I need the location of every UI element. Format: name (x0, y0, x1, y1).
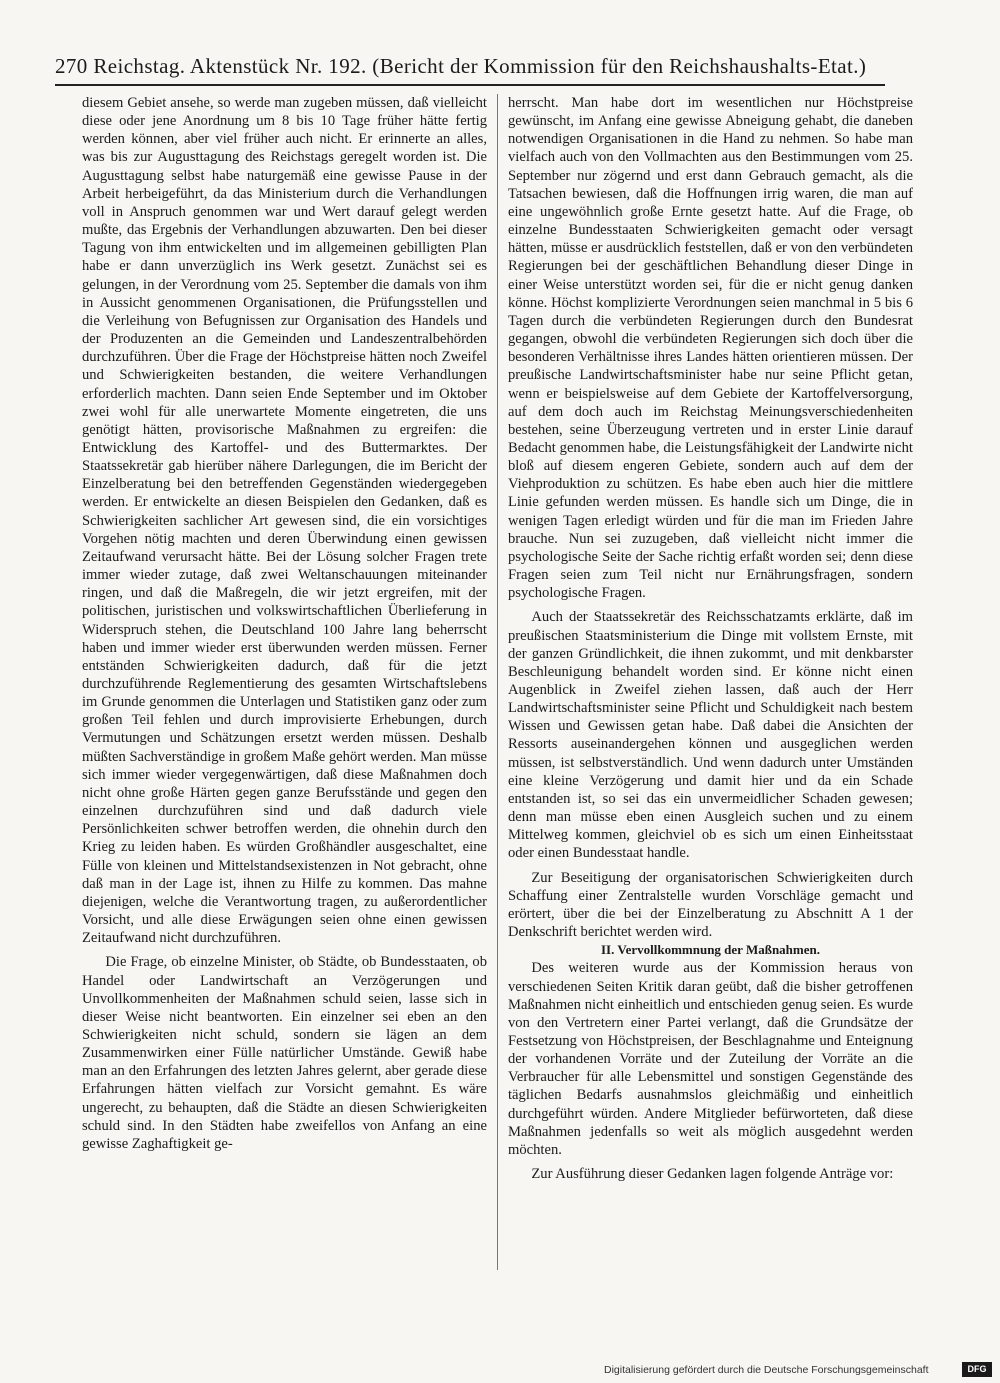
column-divider (497, 94, 498, 1270)
left-paragraph-2: Die Frage, ob einzelne Minister, ob Städte, ob Bundesstaaten, ob Handel oder Landwirtschaft an Verzögerungen und Unvollkommenheiten der Maßnahmen schuld seien, lasse sich in dieser Weise nicht beantworten. Ein einzelner sei eben an den Schwierigkeiten nicht schuld, sondern sie lägen an dem Zusammenwirken einer Fülle natürlicher Umstände. Gewiß habe man an den Erfahrungen des letzten Jahres gelernt, aber gerade diese Erfahrungen hätten vielfach zur Vorsicht gemahnt. Es wäre ungerecht, zu behaupten, daß die Städte an diesen Schwierigkeiten schuld sind. In den Städten habe zweifellos von Anfang an eine gewisse Zaghaftigkeit ge- (82, 954, 487, 1152)
left-column (82, 94, 487, 1153)
right-paragraph-3: Zur Beseitigung der organisatorischen Schwierigkeiten durch Schaffung einer Zentralstelle wurden Vorschläge gemacht und erörtert, über die bei der Einzelberatung zu Abschnitt A 1 der Denkschrift berichtet werden wird. (508, 869, 913, 941)
header-rule (55, 84, 885, 86)
footer-funding-note: Digitalisierung gefördert durch die Deutsche Forschungsgemeinschaft (604, 1364, 929, 1376)
dfg-logo: DFG (962, 1362, 992, 1377)
right-paragraph-1: herrscht. Man habe dort im wesentlichen nur Höchstpreise gewünscht, im Anfang eine gewisse Abneigung gehabt, die daneben notwendigen Organisationen in die Hand zu nehmen. So habe man vielfach auch von den Vollmachten aus den Bestimmungen vom 25. September nur zögernd und erst dann Gebrauch gemacht, als die Tatsachen bewiesen, daß die Hoffnungen irrig waren, die man auf eine ungewöhnlich große Ernte gesetzt hatte. Auf die Frage, ob einzelne Bundesstaaten Schwierigkeiten gemacht oder versagt hätten, müsse er ausdrücklich feststellen, daß er von den verbündeten Regierungen bei der geschäftlichen Behandlung dieser Dinge in einer Weise unterstützt worden sei, für die er nicht genug danken könne. Höchst komplizierte Verordnungen seien manchmal in 5 bis 6 Tagen durch die verbündeten Regierungen durch den Bundesrat gegangen, obwohl die verbündeten Regierungen sich doch über die besonderen Verhältnisse ihres Landes hätten orientieren müssen. Der preußische Landwirtschaftsminister habe nur seine Pflicht getan, wenn er beispielsweise auf dem Gebiete der Kartoffelversorgung, auf dem doch auch im Reichstag Meinungsverschiedenheiten bestehen, seine Überzeugung vertreten und in erster Linie darauf Bedacht genommen habe, die Leistungsfähigkeit der Landwirte nicht bloß auf diesem engeren Gebiete, sondern auch auf dem der Viehproduktion zu schützen. Es habe eben auch hier die mittlere Linie gefunden werden müssen. Es handle sich um Dinge, die in wenigen Tagen erledigt würden und für die man im Frieden Jahre brauche. Nun sei zuzugeben, daß vielleicht nicht immer die psychologische Seite der Sache richtig erfaßt worden sei; denn diese Fragen seien zum Teil nicht nur Ernährungsfragen, sondern psychologische Fragen. (508, 95, 913, 602)
left-paragraph-1: diesem Gebiet ansehe, so werde man zugeben müssen, daß vielleicht diese oder jene Anordnung um 8 bis 10 Tage früher hätte fertig werden können, aber viel früher auch nicht. Er erinnerte an alles, was bis zur Augusttagung des Reichstags geregelt worden ist. Die Augusttagung selbst habe naturgemäß eine gewisse Pause in der Arbeit herbeigeführt, da das Ministerium durch die Verhandlungen voll in Anspruch genommen war und Wert darauf gelegt werden mußte, das Ergebnis der Verhandlungen abzuwarten. Den bei dieser Tagung von ihm entwickelten und im allgemeinen gebilligten Plan habe er dann unverzüglich ins Werk gesetzt. Zunächst sei es gelungen, in der Verordnung vom 25. September die damals von ihm in Aussicht genommenen Organisationen, die Prüfungsstellen und die Verleihung von Befugnissen zur Organisation des Handels und der Produzenten an die Gemeinden und Landeszentralbehörden durchzuführen. Über die Frage der Höchstpreise hätten noch Zweifel und Schwierigkeiten bestanden, die weitere Verhandlungen erforderlich machten. Dann seien Ende September und im Oktober zwei wohl für alle unerwartete Momente eingetreten, die uns genötigt hätten, provisorische Maßnahmen zu ergreifen: die Entwicklung des Kartoffel- und des Buttermarktes. Der Staatssekretär gab hierüber nähere Darlegungen, die im Bericht der Einzelberatung bei den betreffenden Gegenständen wiedergegeben werden. Er entwickelte an diesen Beispielen den Gedanken, daß es Schwierigkeiten sachlicher Art gewesen sind, die ein vorsichtiges Vorgehen nötig machten und deren Überwindung einen gewissen Zeitaufwand verursacht hätte. Bei der Lösung solcher Fragen trete immer wieder zutage, daß zwei Weltanschauungen miteinander ringen, und daß die Maßregeln, die wir jetzt ergreifen, mit der politischen, juristischen und volkswirtschaftlichen Überlieferung in Widerspruch stehen, die Deutschland 100 Jahre lang beherrscht haben und immer wieder erst überwunden werden müssen. Ferner entständen Schwierigkeiten dadurch, daß für die jetzt durchzuführende Reglementierung des gesamten Wirtschaftslebens im Grunde genommen die Unterlagen und Statistiken ganz oder zum großen Teil fehlen und durch improvisierte Erhebungen, durch Vermutungen und Schätzungen ersetzt werden müssen. Deshalb müßten Sachverständige in großem Maße gehört werden. Man müsse sich immer wieder vergegenwärtigen, daß diese Maßnahmen doch nicht ohne große Härten gegen ganze Berufsstände und gegen den einzelnen durchzuführen sind und daß dadurch viele Persönlichkeiten schwer betroffen werden, die ohnehin durch den Krieg zu leiden haben. Es würden Großhändler ausgeschaltet, eine Fülle von kleinen und Mittelstandsexistenzen in Not gebracht, ohne daß man in der Lage ist, ihnen zu Hilfe zu kommen. Das mahne diejenigen, welche die Verantwortung tragen, zu außerordentlicher Vorsicht, und alle diese Erwägungen seien ohne einen gewissen Zeitaufwand nicht durchzuführen. (82, 95, 487, 947)
right-paragraph-2: Auch der Staatssekretär des Reichsschatzamts erklärte, daß im preußischen Staatsministerium die Dinge mit vollstem Ernste, mit der ganzen Gründlichkeit, die ihnen zukommt, und mit denkbarster Beschleunigung behandelt worden sind. Er könne nicht einen Augenblick in Zweifel ziehen lassen, daß auch der Herr Landwirtschaftsminister seine Pflicht und Schuldigkeit nach bestem Wissen und Gewissen getan habe. Daß dabei die Ansichten der Ressorts auseinandergehen können und ausgeglichen werden müssen, ist selbstverständlich. Und wenn dadurch unter Umständen eine kleine Verzögerung und damit hier und da ein Schade entstanden ist, so sei das ein unvermeidlicher Schaden gewesen; denn man müsse eben einen Ausgleich suchen und zu einem Mittelweg kommen, gleichviel ob es sich um einen Einheitsstaat oder einen Bundesstaat handle. (508, 609, 913, 862)
page-header: 270 Reichstag. Aktenstück Nr. 192. (Bericht der Kommission für den Reichshaushalts-Etat.) (55, 54, 867, 78)
right-paragraph-5: Zur Ausführung dieser Gedanken lagen folgende Anträge vor: (531, 1166, 894, 1183)
section-title: II. Vervollkommnung der Maßnahmen. (601, 942, 820, 958)
right-column (508, 94, 913, 1183)
right-paragraph-4: Des weiteren wurde aus der Kommission heraus von verschiedenen Seiten Kritik daran geübt, daß die bisher getroffenen Maßnahmen nicht einheitlich und entschieden genug seien. Es wurde von den Vertretern einer Partei verlangt, daß die Grundsätze der Festsetzung von Höchstpreisen, der Beschlagnahme und Enteignung der vorhandenen Vorräte und der Zuteilung der Vorräte an die Verbraucher für alle Lebensmittel und sonstigen Gegenstände des täglichen Bedarfs ausnahmslos gleichmäßig und einheitlich durchgeführt würden. Andere Mitglieder befürworteten, daß diese Maßnahmen jedenfalls so weit als möglich ausgedehnt werden möchten. (508, 960, 913, 1158)
